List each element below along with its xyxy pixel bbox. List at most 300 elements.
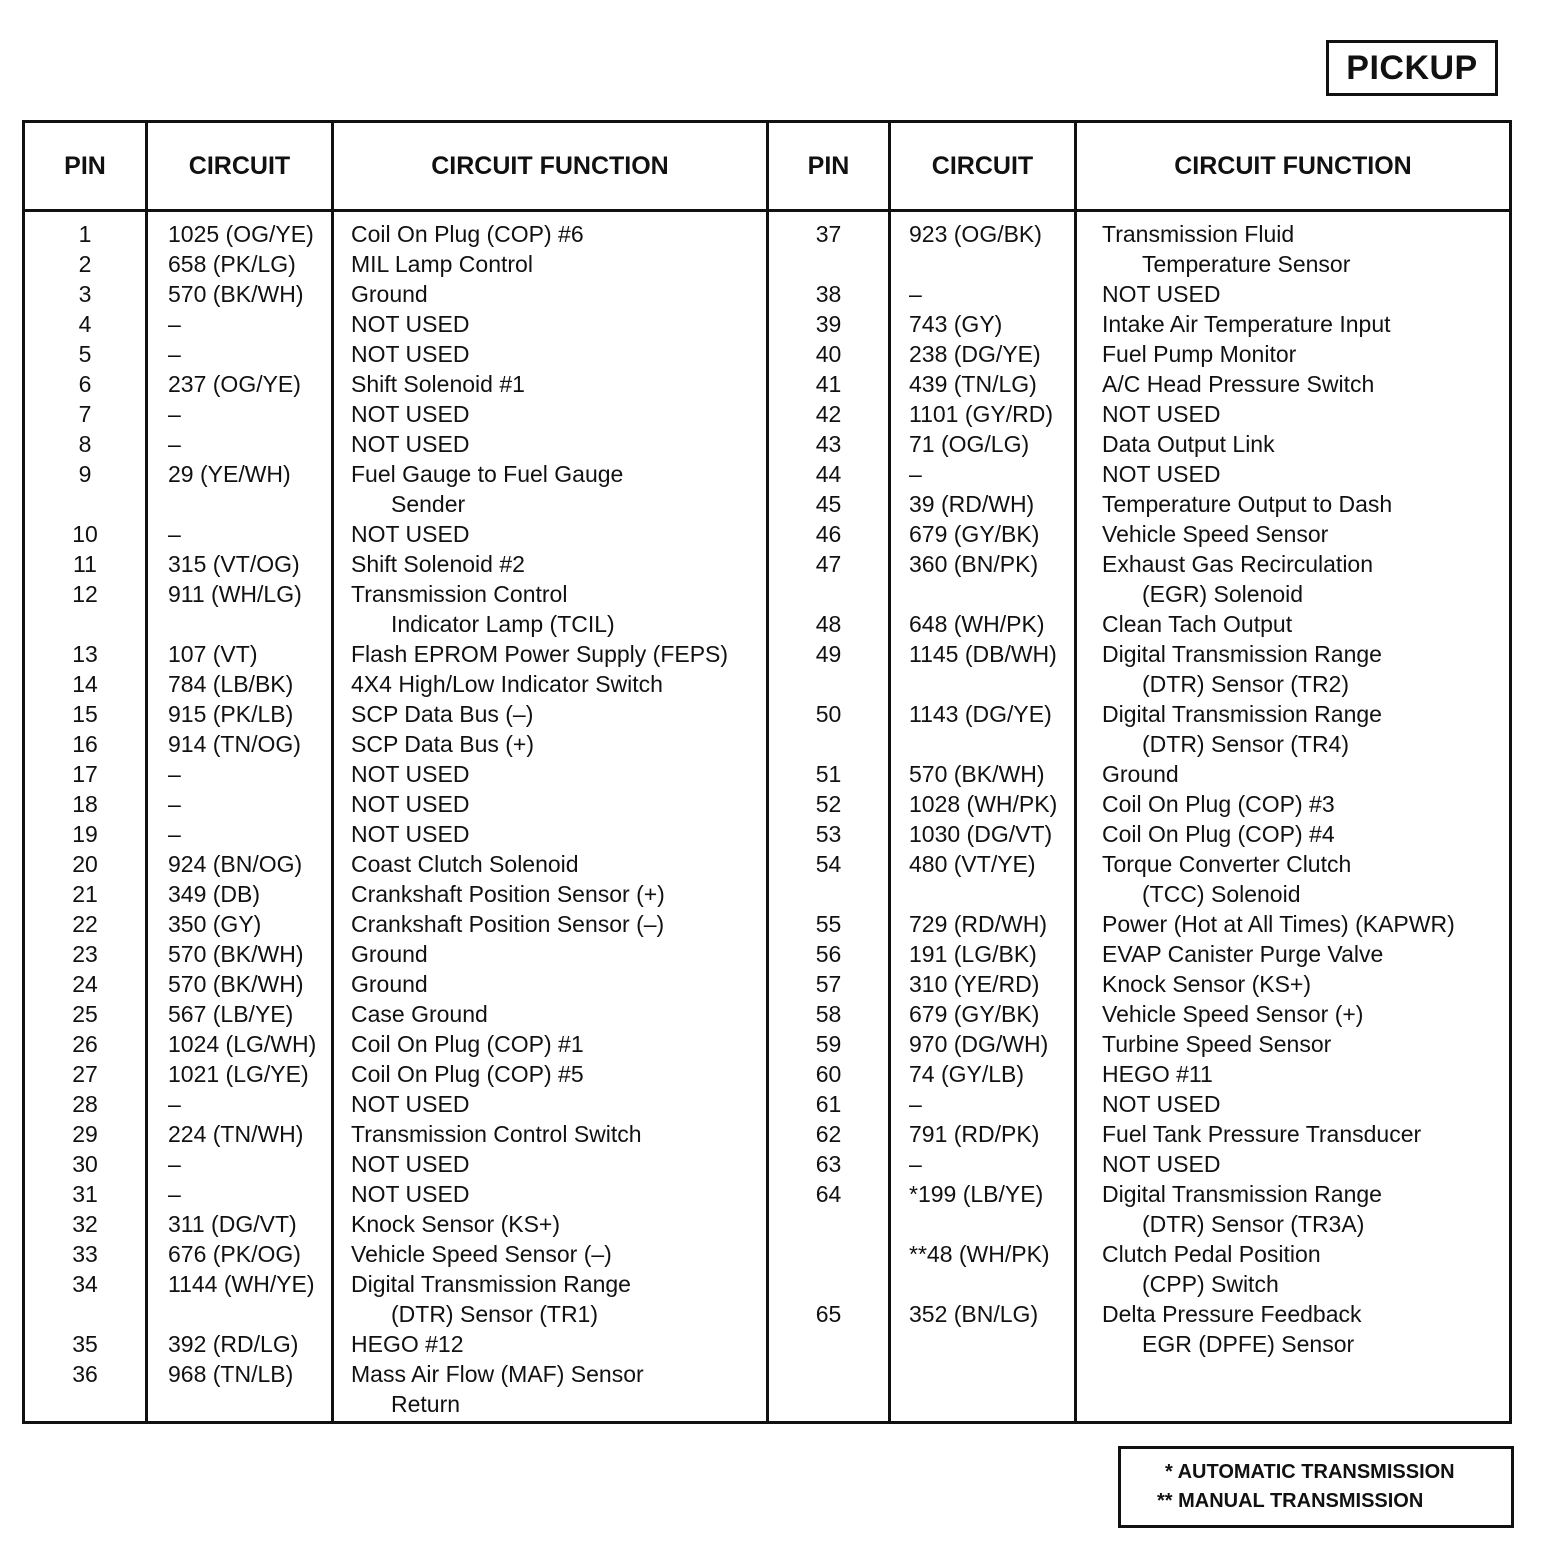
circuit-cell: 350 (GY)	[168, 911, 262, 937]
circuit-cell: 311 (DG/VT)	[168, 1211, 297, 1237]
pin-cell: 21	[72, 881, 98, 907]
function-cell: Shift Solenoid #1	[351, 371, 525, 397]
pin-cell: 44	[815, 461, 842, 487]
pin-table	[22, 120, 1512, 1424]
pin-cell: 56	[815, 941, 842, 967]
circuit-cell: 237 (OG/YE)	[168, 371, 301, 397]
function-cell: Crankshaft Position Sensor (–)	[351, 911, 665, 937]
function-cell: A/C Head Pressure Switch	[1102, 371, 1375, 397]
function-cell: Sender	[391, 491, 466, 517]
function-cell: Case Ground	[351, 1001, 488, 1027]
function-cell: HEGO #12	[351, 1331, 464, 1357]
pin-cell: 61	[815, 1091, 842, 1117]
table-row	[25, 789, 766, 819]
pin-cell: 19	[72, 821, 98, 847]
function-cell: Ground	[1102, 761, 1179, 787]
legend-manual: ** MANUAL TRANSMISSION	[1157, 1490, 1424, 1512]
circuit-cell: 648 (WH/PK)	[909, 611, 1045, 637]
function-cell: Torque Converter Clutch	[1102, 851, 1352, 877]
table-row	[769, 1149, 1512, 1179]
circuit-cell: 224 (TN/WH)	[168, 1121, 304, 1147]
header-circuit-right: CIRCUIT	[931, 151, 1034, 180]
function-cell: Knock Sensor (KS+)	[351, 1211, 561, 1237]
pin-cell: 37	[815, 221, 842, 247]
table-row	[25, 1299, 766, 1329]
circuit-cell: 439 (TN/LG)	[909, 371, 1037, 397]
function-cell: Clean Tach Output	[1102, 611, 1293, 637]
table-row	[25, 699, 766, 729]
function-cell: Coil On Plug (COP) #1	[351, 1031, 584, 1057]
circuit-cell: –	[168, 1181, 181, 1207]
function-cell: Coil On Plug (COP) #4	[1102, 821, 1335, 847]
pin-cell: 63	[815, 1151, 842, 1177]
circuit-cell: 238 (DG/YE)	[909, 341, 1041, 367]
table-row	[769, 759, 1512, 789]
table-row	[769, 1179, 1512, 1209]
circuit-cell: 570 (BK/WH)	[168, 941, 304, 967]
pin-cell: 43	[815, 431, 842, 457]
table-row	[769, 909, 1512, 939]
circuit-cell: 791 (RD/PK)	[909, 1121, 1040, 1147]
pin-cell: 16	[72, 731, 98, 757]
circuit-cell: 924 (BN/OG)	[168, 851, 303, 877]
table-row	[769, 879, 1512, 909]
function-cell: Vehicle Speed Sensor (–)	[351, 1241, 612, 1267]
table-row	[769, 369, 1512, 399]
table-row	[769, 639, 1512, 669]
table-row	[769, 849, 1512, 879]
circuit-cell: 29 (YE/WH)	[168, 461, 291, 487]
table-row	[25, 759, 766, 789]
table-row	[25, 579, 766, 609]
pin-cell: 28	[72, 1091, 98, 1117]
circuit-cell: 349 (DB)	[168, 881, 261, 907]
circuit-cell: 567 (LB/YE)	[168, 1001, 294, 1027]
header-divider	[25, 209, 1509, 212]
table-row	[25, 939, 766, 969]
function-cell: NOT USED	[351, 1181, 470, 1207]
pin-cell: 41	[815, 371, 842, 397]
pin-cell: 25	[72, 1001, 98, 1027]
pin-cell: 55	[815, 911, 842, 937]
function-cell: NOT USED	[1102, 1151, 1221, 1177]
pin-cell: 17	[72, 761, 98, 787]
function-cell: 4X4 High/Low Indicator Switch	[351, 671, 663, 697]
function-cell: SCP Data Bus (–)	[351, 701, 534, 727]
table-row	[769, 339, 1512, 369]
table-row	[769, 579, 1512, 609]
table-row	[25, 219, 766, 249]
pin-cell: 9	[78, 461, 92, 487]
pin-cell: 30	[72, 1151, 98, 1177]
function-cell: Digital Transmission Range	[351, 1271, 631, 1297]
circuit-cell: 107 (VT)	[168, 641, 258, 667]
table-row	[25, 339, 766, 369]
function-cell: Return	[391, 1391, 461, 1417]
pin-cell: 10	[72, 521, 98, 547]
function-cell: Temperature Output to Dash	[1102, 491, 1393, 517]
pin-cell: 29	[72, 1121, 98, 1147]
table-row	[25, 879, 766, 909]
function-cell: Transmission Control Switch	[351, 1121, 642, 1147]
function-cell: Fuel Gauge to Fuel Gauge	[351, 461, 624, 487]
pin-cell: 32	[72, 1211, 98, 1237]
pin-cell: 51	[815, 761, 842, 787]
function-cell: Coast Clutch Solenoid	[351, 851, 579, 877]
table-row	[769, 1089, 1512, 1119]
table-row	[25, 669, 766, 699]
header-function-right: CIRCUIT FUNCTION	[1174, 151, 1412, 180]
pin-cell: 59	[815, 1031, 842, 1057]
table-row	[25, 1119, 766, 1149]
table-row	[769, 219, 1512, 249]
function-cell: Flash EPROM Power Supply (FEPS)	[351, 641, 729, 667]
pin-cell: 18	[72, 791, 98, 817]
pin-cell: 6	[78, 371, 92, 397]
table-row	[769, 609, 1512, 639]
table-row	[769, 1119, 1512, 1149]
circuit-cell: –	[909, 461, 922, 487]
table-row	[25, 1059, 766, 1089]
function-cell: Fuel Pump Monitor	[1102, 341, 1297, 367]
function-cell: Shift Solenoid #2	[351, 551, 525, 577]
pin-cell: 4	[78, 311, 92, 337]
function-cell: Data Output Link	[1102, 431, 1275, 457]
circuit-cell: 1025 (OG/YE)	[168, 221, 314, 247]
circuit-cell: 676 (PK/OG)	[168, 1241, 301, 1267]
function-cell: Ground	[351, 941, 428, 967]
pin-cell: 5	[78, 341, 92, 367]
circuit-cell: 729 (RD/WH)	[909, 911, 1048, 937]
pin-cell: 45	[815, 491, 842, 517]
circuit-cell: 1030 (DG/VT)	[909, 821, 1053, 847]
table-row	[25, 849, 766, 879]
table-row	[25, 729, 766, 759]
pin-cell: 33	[72, 1241, 98, 1267]
circuit-cell: 1101 (GY/RD)	[909, 401, 1054, 427]
function-cell: HEGO #11	[1102, 1061, 1213, 1087]
pin-cell: 38	[815, 281, 842, 307]
table-row	[25, 429, 766, 459]
function-cell: NOT USED	[351, 401, 470, 427]
pin-cell: 11	[73, 551, 97, 577]
circuit-cell: 352 (BN/LG)	[909, 1301, 1039, 1327]
pin-cell: 35	[72, 1331, 98, 1357]
function-cell: Delta Pressure Feedback	[1102, 1301, 1362, 1327]
function-cell: Digital Transmission Range	[1102, 1181, 1382, 1207]
table-row	[769, 1299, 1512, 1329]
pin-cell: 27	[72, 1061, 98, 1087]
function-cell: Ground	[351, 971, 428, 997]
table-row	[25, 309, 766, 339]
function-cell: EVAP Canister Purge Valve	[1102, 941, 1384, 967]
pin-cell: 46	[815, 521, 842, 547]
function-cell: Crankshaft Position Sensor (+)	[351, 881, 665, 907]
circuit-cell: –	[168, 521, 181, 547]
table-row	[769, 249, 1512, 279]
function-cell: EGR (DPFE) Sensor	[1142, 1331, 1355, 1357]
circuit-cell: –	[168, 401, 181, 427]
table-row	[25, 1029, 766, 1059]
table-row	[25, 819, 766, 849]
pin-cell: 31	[72, 1181, 98, 1207]
table-row	[769, 669, 1512, 699]
function-cell: NOT USED	[1102, 461, 1221, 487]
circuit-cell: –	[909, 1151, 922, 1177]
pin-cell: 15	[72, 701, 98, 727]
circuit-cell: 570 (BK/WH)	[168, 971, 304, 997]
function-cell: (DTR) Sensor (TR4)	[1142, 731, 1350, 757]
pin-cell: 1	[78, 221, 92, 247]
function-cell: MIL Lamp Control	[351, 251, 533, 277]
pin-cell: 60	[815, 1061, 842, 1087]
circuit-cell: –	[168, 1151, 181, 1177]
right-rows	[769, 219, 1512, 1359]
pin-cell: 58	[815, 1001, 842, 1027]
circuit-cell: 743 (GY)	[909, 311, 1003, 337]
function-cell: Exhaust Gas Recirculation	[1102, 551, 1374, 577]
table-row	[25, 1209, 766, 1239]
circuit-cell: 1021 (LG/YE)	[168, 1061, 309, 1087]
table-row	[25, 1089, 766, 1119]
circuit-cell: 1145 (DB/WH)	[909, 641, 1057, 667]
pin-cell: 23	[72, 941, 98, 967]
function-cell: NOT USED	[351, 341, 470, 367]
table-row	[25, 1149, 766, 1179]
circuit-cell: 968 (TN/LB)	[168, 1361, 294, 1387]
header-circuit-left: CIRCUIT	[188, 151, 291, 180]
pin-cell: 50	[815, 701, 842, 727]
page-title: PICKUP	[1326, 40, 1498, 96]
function-cell: (DTR) Sensor (TR3A)	[1142, 1211, 1365, 1237]
table-row	[25, 1329, 766, 1359]
table-row	[769, 1239, 1512, 1269]
pin-cell: 57	[815, 971, 842, 997]
function-cell: Transmission Fluid	[1102, 221, 1295, 247]
function-cell: NOT USED	[351, 1151, 470, 1177]
pin-cell: 36	[72, 1361, 98, 1387]
circuit-cell: 310 (YE/RD)	[909, 971, 1040, 997]
circuit-cell: 784 (LB/BK)	[168, 671, 294, 697]
pin-cell: 62	[815, 1121, 842, 1147]
table-row	[769, 519, 1512, 549]
circuit-cell: *199 (LB/YE)	[909, 1181, 1044, 1207]
circuit-cell: 74 (GY/LB)	[909, 1061, 1025, 1087]
table-row	[25, 489, 766, 519]
function-cell: Vehicle Speed Sensor	[1102, 521, 1329, 547]
table-row	[25, 999, 766, 1029]
function-cell: (DTR) Sensor (TR1)	[391, 1301, 599, 1327]
table-row	[769, 549, 1512, 579]
circuit-cell: 71 (OG/LG)	[909, 431, 1030, 457]
table-row	[769, 999, 1512, 1029]
circuit-cell: 39 (RD/WH)	[909, 491, 1035, 517]
circuit-cell: 679 (GY/BK)	[909, 521, 1040, 547]
pin-cell: 42	[815, 401, 842, 427]
table-row	[25, 279, 766, 309]
table-row	[769, 969, 1512, 999]
circuit-cell: 679 (GY/BK)	[909, 1001, 1040, 1027]
function-cell: NOT USED	[351, 791, 470, 817]
circuit-cell: 911 (WH/LG)	[168, 581, 302, 607]
table-row	[769, 699, 1512, 729]
circuit-cell: 570 (BK/WH)	[168, 281, 304, 307]
function-cell: NOT USED	[1102, 281, 1221, 307]
pin-cell: 22	[72, 911, 98, 937]
function-cell: SCP Data Bus (+)	[351, 731, 535, 757]
table-row	[25, 369, 766, 399]
function-cell: NOT USED	[1102, 1091, 1221, 1117]
function-cell: NOT USED	[351, 311, 470, 337]
function-cell: NOT USED	[351, 431, 470, 457]
table-row	[769, 939, 1512, 969]
function-cell: Coil On Plug (COP) #3	[1102, 791, 1335, 817]
table-row	[769, 459, 1512, 489]
header-pin-right: PIN	[807, 151, 850, 180]
function-cell: (CPP) Switch	[1142, 1271, 1279, 1297]
pin-cell: 54	[815, 851, 842, 877]
pin-cell: 34	[72, 1271, 98, 1297]
circuit-cell: –	[909, 1091, 922, 1117]
table-row	[769, 489, 1512, 519]
function-cell: Knock Sensor (KS+)	[1102, 971, 1312, 997]
pin-cell: 24	[72, 971, 98, 997]
function-cell: Power (Hot at All Times) (KAPWR)	[1102, 911, 1455, 937]
function-cell: Fuel Tank Pressure Transducer	[1102, 1121, 1422, 1147]
function-cell: Turbine Speed Sensor	[1102, 1031, 1332, 1057]
circuit-cell: 915 (PK/LB)	[168, 701, 294, 727]
pin-cell: 47	[815, 551, 842, 577]
function-cell: Digital Transmission Range	[1102, 641, 1382, 667]
pin-cell: 13	[72, 641, 98, 667]
pin-cell: 49	[815, 641, 842, 667]
circuit-cell: 360 (BN/PK)	[909, 551, 1039, 577]
table-row	[25, 1269, 766, 1299]
pin-cell: 39	[815, 311, 842, 337]
pin-cell: 65	[815, 1301, 842, 1327]
function-cell: Transmission Control	[351, 581, 568, 607]
circuit-cell: 923 (OG/BK)	[909, 221, 1042, 247]
function-cell: NOT USED	[351, 761, 470, 787]
table-row	[769, 399, 1512, 429]
circuit-cell: 1144 (WH/YE)	[168, 1271, 315, 1297]
circuit-cell: 914 (TN/OG)	[168, 731, 301, 757]
table-row	[25, 459, 766, 489]
header-function-left: CIRCUIT FUNCTION	[431, 151, 669, 180]
table-row	[25, 1359, 766, 1389]
left-rows	[25, 219, 766, 1419]
pin-cell: 12	[72, 581, 98, 607]
table-row	[25, 399, 766, 429]
function-cell: NOT USED	[351, 1091, 470, 1117]
pin-cell: 3	[78, 281, 92, 307]
table-row	[25, 639, 766, 669]
legend-box	[1118, 1446, 1514, 1528]
table-row	[25, 249, 766, 279]
circuit-cell: 658 (PK/LG)	[168, 251, 296, 277]
function-cell: Vehicle Speed Sensor (+)	[1102, 1001, 1364, 1027]
function-cell: NOT USED	[1102, 401, 1221, 427]
function-cell: Clutch Pedal Position	[1102, 1241, 1321, 1267]
function-cell: Indicator Lamp (TCIL)	[391, 611, 615, 637]
table-row	[25, 909, 766, 939]
pin-cell: 48	[815, 611, 842, 637]
pin-cell: 64	[815, 1181, 842, 1207]
circuit-cell: 191 (LG/BK)	[909, 941, 1037, 967]
circuit-cell: –	[168, 311, 181, 337]
table-row	[25, 519, 766, 549]
pin-cell: 8	[78, 431, 92, 457]
function-cell: Coil On Plug (COP) #6	[351, 221, 584, 247]
pin-cell: 2	[78, 251, 92, 277]
table-row	[769, 789, 1512, 819]
table-row	[769, 1029, 1512, 1059]
function-cell: Digital Transmission Range	[1102, 701, 1382, 727]
table-row	[769, 1269, 1512, 1299]
table-row	[25, 1179, 766, 1209]
table-row	[769, 1059, 1512, 1089]
pin-cell: 14	[72, 671, 98, 697]
table-row	[25, 549, 766, 579]
table-row	[769, 309, 1512, 339]
function-cell: NOT USED	[351, 521, 470, 547]
circuit-cell: –	[168, 431, 181, 457]
table-row	[769, 429, 1512, 459]
function-cell: NOT USED	[351, 821, 470, 847]
circuit-cell: 392 (RD/LG)	[168, 1331, 299, 1357]
pin-cell: 52	[815, 791, 842, 817]
header-pin-left: PIN	[64, 151, 106, 180]
function-cell: Ground	[351, 281, 428, 307]
circuit-cell: –	[168, 821, 181, 847]
table-row	[25, 1239, 766, 1269]
table-row	[769, 819, 1512, 849]
pin-cell: 40	[815, 341, 842, 367]
function-cell: Mass Air Flow (MAF) Sensor	[351, 1361, 644, 1387]
function-cell: (TCC) Solenoid	[1142, 881, 1301, 907]
circuit-cell: **48 (WH/PK)	[909, 1241, 1050, 1267]
function-cell: Intake Air Temperature Input	[1102, 311, 1391, 337]
function-cell: (EGR) Solenoid	[1142, 581, 1304, 607]
table-row	[769, 1329, 1512, 1359]
table-row	[25, 609, 766, 639]
circuit-cell: 1024 (LG/WH)	[168, 1031, 317, 1057]
function-cell: Temperature Sensor	[1142, 251, 1351, 277]
circuit-cell: 1028 (WH/PK)	[909, 791, 1058, 817]
table-row	[769, 1209, 1512, 1239]
legend-automatic: * AUTOMATIC TRANSMISSION	[1165, 1461, 1455, 1483]
circuit-cell: –	[168, 1091, 181, 1117]
circuit-cell: 480 (VT/YE)	[909, 851, 1036, 877]
circuit-cell: –	[168, 761, 181, 787]
pin-cell: 53	[815, 821, 842, 847]
circuit-cell: 570 (BK/WH)	[909, 761, 1045, 787]
circuit-cell: 1143 (DG/YE)	[909, 701, 1052, 727]
pin-cell: 7	[78, 401, 92, 427]
circuit-cell: 315 (VT/OG)	[168, 551, 300, 577]
table-row	[769, 729, 1512, 759]
table-row	[25, 1389, 766, 1419]
function-cell: Coil On Plug (COP) #5	[351, 1061, 584, 1087]
function-cell: (DTR) Sensor (TR2)	[1142, 671, 1350, 697]
circuit-cell: –	[168, 791, 181, 817]
circuit-cell: –	[909, 281, 922, 307]
pin-cell: 26	[72, 1031, 98, 1057]
circuit-cell: –	[168, 341, 181, 367]
circuit-cell: 970 (DG/WH)	[909, 1031, 1049, 1057]
table-row	[25, 969, 766, 999]
pin-cell: 20	[72, 851, 98, 877]
